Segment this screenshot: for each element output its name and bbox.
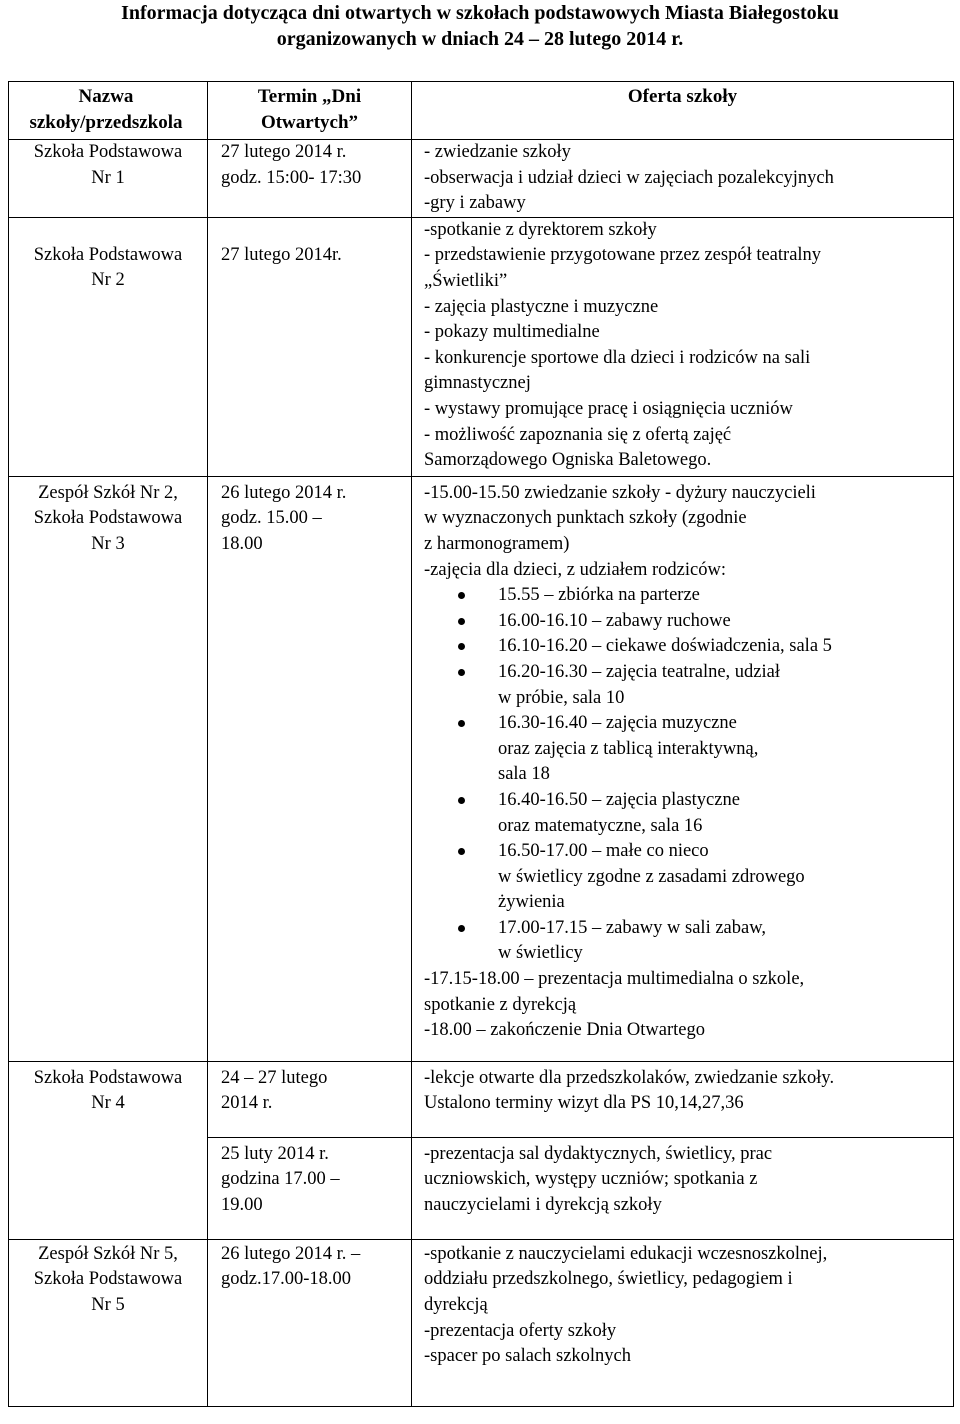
table-row: [9, 140, 954, 218]
text-line: Nr 4: [91, 1093, 125, 1114]
text-line: Szkoła Podstawowa: [33, 142, 183, 162]
text-line: oraz matematyczne, sala 16: [498, 815, 703, 836]
text-line: 16.30-16.40 – zajęcia muzyczne: [498, 713, 737, 734]
cell-school-name: [9, 140, 208, 218]
text-line: Szkoła Podstawowa: [33, 1269, 183, 1290]
cell-offer: [412, 140, 954, 218]
text-line: nauczycielami i dyrekcją szkoły: [424, 1194, 662, 1215]
text-line: sala 18: [498, 764, 550, 785]
text-line: Oferta szkoły: [627, 86, 738, 107]
text-line: 19.00: [221, 1194, 263, 1215]
document-title: [0, 0, 960, 52]
text-line: 15.55 – zbiórka na parterze: [498, 585, 700, 606]
text-line: 24 – 27 lutego: [221, 1067, 328, 1088]
text-line: Szkoła Podstawowa: [33, 244, 183, 265]
table-header-row: [9, 82, 954, 140]
cell-term: [208, 1137, 412, 1239]
text-line: Ustalono terminy wizyt dla PS 10,14,27,36: [424, 1093, 744, 1114]
text-line: żywienia: [498, 892, 565, 913]
cell-term: [208, 140, 412, 218]
text-line: 16.40-16.50 – zajęcia plastyczne: [498, 789, 740, 810]
open-days-table: [8, 81, 954, 1407]
cell-offer: [412, 1239, 954, 1406]
text-line: - wystawy promujące pracę i osiągnięcia uczniów: [424, 398, 793, 419]
text-line: 27 lutego 2014r.: [221, 244, 342, 265]
text-line: Szkoła Podstawowa: [33, 1067, 183, 1088]
text-line: godz. 15:00- 17:30: [221, 167, 362, 188]
text-line: -lekcje otwarte dla przedszkolaków, zwiedzanie szkoły.: [424, 1067, 835, 1088]
text-line: 25 luty 2014 r.: [221, 1143, 329, 1164]
text-line: „Świetliki”: [424, 270, 508, 291]
offer-intro: [424, 481, 949, 583]
cell-offer: [412, 476, 954, 1061]
text-line: - przedstawienie przygotowane przez zespół teatralny: [424, 245, 822, 266]
title-line-2: organizowanych w dniach 24 – 28 lutego 2014 r.: [276, 28, 684, 50]
text-line: -spotkanie z dyrektorem szkoły: [424, 219, 657, 240]
text-line: -zajęcia dla dzieci, z udziałem rodziców:: [424, 559, 726, 580]
text-line: Nr 2: [91, 270, 125, 291]
text-line: -prezentacja oferty szkoły: [424, 1320, 617, 1341]
text-line: -15.00-15.50 zwiedzanie szkoły - dyżury nauczycieli: [424, 482, 816, 503]
list-item: [424, 609, 949, 635]
header-term: [208, 82, 412, 140]
schedule-list: [424, 583, 949, 967]
text-line: w świetlicy: [498, 943, 583, 964]
text-line: -18.00 – zakończenie Dnia Otwartego: [424, 1020, 705, 1041]
list-item: [424, 916, 949, 967]
text-line: godz.17.00-18.00: [221, 1269, 351, 1290]
text-line: oddziału przedszkolnego, świetlicy, pedagogiem i: [424, 1269, 793, 1290]
text-line: Zespół Szkół Nr 5,: [38, 1243, 178, 1264]
text-line: 17.00-17.15 – zabawy w sali zabaw,: [498, 917, 766, 938]
header-offer: [412, 82, 954, 140]
text-line: Samorządowego Ogniska Baletowego.: [424, 450, 712, 471]
cell-term: [208, 217, 412, 476]
text-line: godz. 15.00 –: [221, 508, 322, 529]
cell-offer: [412, 1061, 954, 1137]
text-line: 16.00-16.10 – zabawy ruchowe: [498, 610, 731, 631]
text-line: -spacer po salach szkolnych: [424, 1346, 632, 1367]
text-line: Nazwa: [78, 86, 134, 107]
text-line: 18.00: [221, 533, 263, 554]
table-row: [9, 476, 954, 1061]
text-line: 26 lutego 2014 r. –: [221, 1243, 361, 1264]
header-school-name: [9, 82, 208, 140]
text-line: - konkurencje sportowe dla dzieci i rodziców na sali: [424, 347, 811, 368]
text-line: - zajęcia plastyczne i muzyczne: [424, 296, 659, 317]
text-line: gimnastycznej: [424, 373, 531, 394]
text-line: 27 lutego 2014 r.: [221, 142, 347, 162]
text-line: -spotkanie z nauczycielami edukacji wczesnoszkolnej,: [424, 1243, 828, 1264]
text-line: w próbie, sala 10: [498, 687, 625, 708]
text-line: -prezentacja sal dydaktycznych, świetlicy, prac: [424, 1143, 773, 1164]
cell-school-name: [9, 1061, 208, 1239]
text-line: Nr 3: [91, 533, 125, 554]
list-item: [424, 583, 949, 609]
text-line: -obserwacja i udział dzieci w zajęciach pozalekcyjnych: [424, 167, 834, 188]
text-line: 2014 r.: [221, 1093, 273, 1114]
text-line: 26 lutego 2014 r.: [221, 482, 347, 503]
list-item: [424, 839, 949, 916]
text-line: Szkoła Podstawowa: [33, 508, 183, 529]
cell-offer: [412, 217, 954, 476]
cell-offer: [412, 1137, 954, 1239]
text-line: - możliwość zapoznania się z ofertą zajęć: [424, 424, 732, 445]
text-line: Termin „Dni: [257, 86, 362, 107]
text-line: w świetlicy zgodne z zasadami zdrowego: [498, 866, 805, 887]
list-item: [424, 634, 949, 660]
text-line: Nr 5: [91, 1294, 125, 1315]
table-row: [9, 1061, 954, 1137]
text-line: szkoły/przedszkola: [29, 111, 183, 133]
cell-school-name: [9, 217, 208, 476]
text-line: Zespół Szkół Nr 2,: [38, 482, 178, 503]
text-line: oraz zajęcia z tablicą interaktywną,: [498, 738, 759, 759]
offer-closing: [424, 967, 949, 1044]
cell-school-name: [9, 1239, 208, 1406]
text-line: godzina 17.00 –: [221, 1169, 340, 1190]
list-item: [424, 788, 949, 839]
text-line: 16.10-16.20 – ciekawe doświadczenia, sala 5: [498, 636, 832, 657]
list-item: [424, 711, 949, 788]
table-row: [9, 1239, 954, 1406]
text-line: 16.20-16.30 – zajęcia teatralne, udział: [498, 661, 780, 682]
cell-term: [208, 476, 412, 1061]
text-line: spotkanie z dyrekcją: [424, 994, 577, 1015]
table-row: [9, 217, 954, 476]
list-item: [424, 660, 949, 711]
text-line: uczniowskich, występy uczniów; spotkania z: [424, 1169, 758, 1190]
text-line: Otwartych”: [260, 111, 359, 133]
cell-term: [208, 1061, 412, 1137]
text-line: -gry i zabawy: [424, 193, 526, 214]
text-line: dyrekcją: [424, 1294, 488, 1315]
text-line: - pokazy multimedialne: [424, 322, 600, 343]
cell-term: [208, 1239, 412, 1406]
text-line: 16.50-17.00 – małe co nieco: [498, 841, 709, 862]
text-line: z harmonogramem): [424, 533, 570, 554]
cell-school-name: [9, 476, 208, 1061]
text-line: w wyznaczonych punktach szkoły (zgodnie: [424, 508, 747, 529]
text-line: -17.15-18.00 – prezentacja multimedialna o szkole,: [424, 969, 805, 990]
text-line: Nr 1: [91, 167, 125, 188]
text-line: - zwiedzanie szkoły: [424, 142, 571, 162]
title-line-1: Informacja dotycząca dni otwartych w szkołach podstawowych Miasta Białegostoku: [121, 2, 839, 24]
